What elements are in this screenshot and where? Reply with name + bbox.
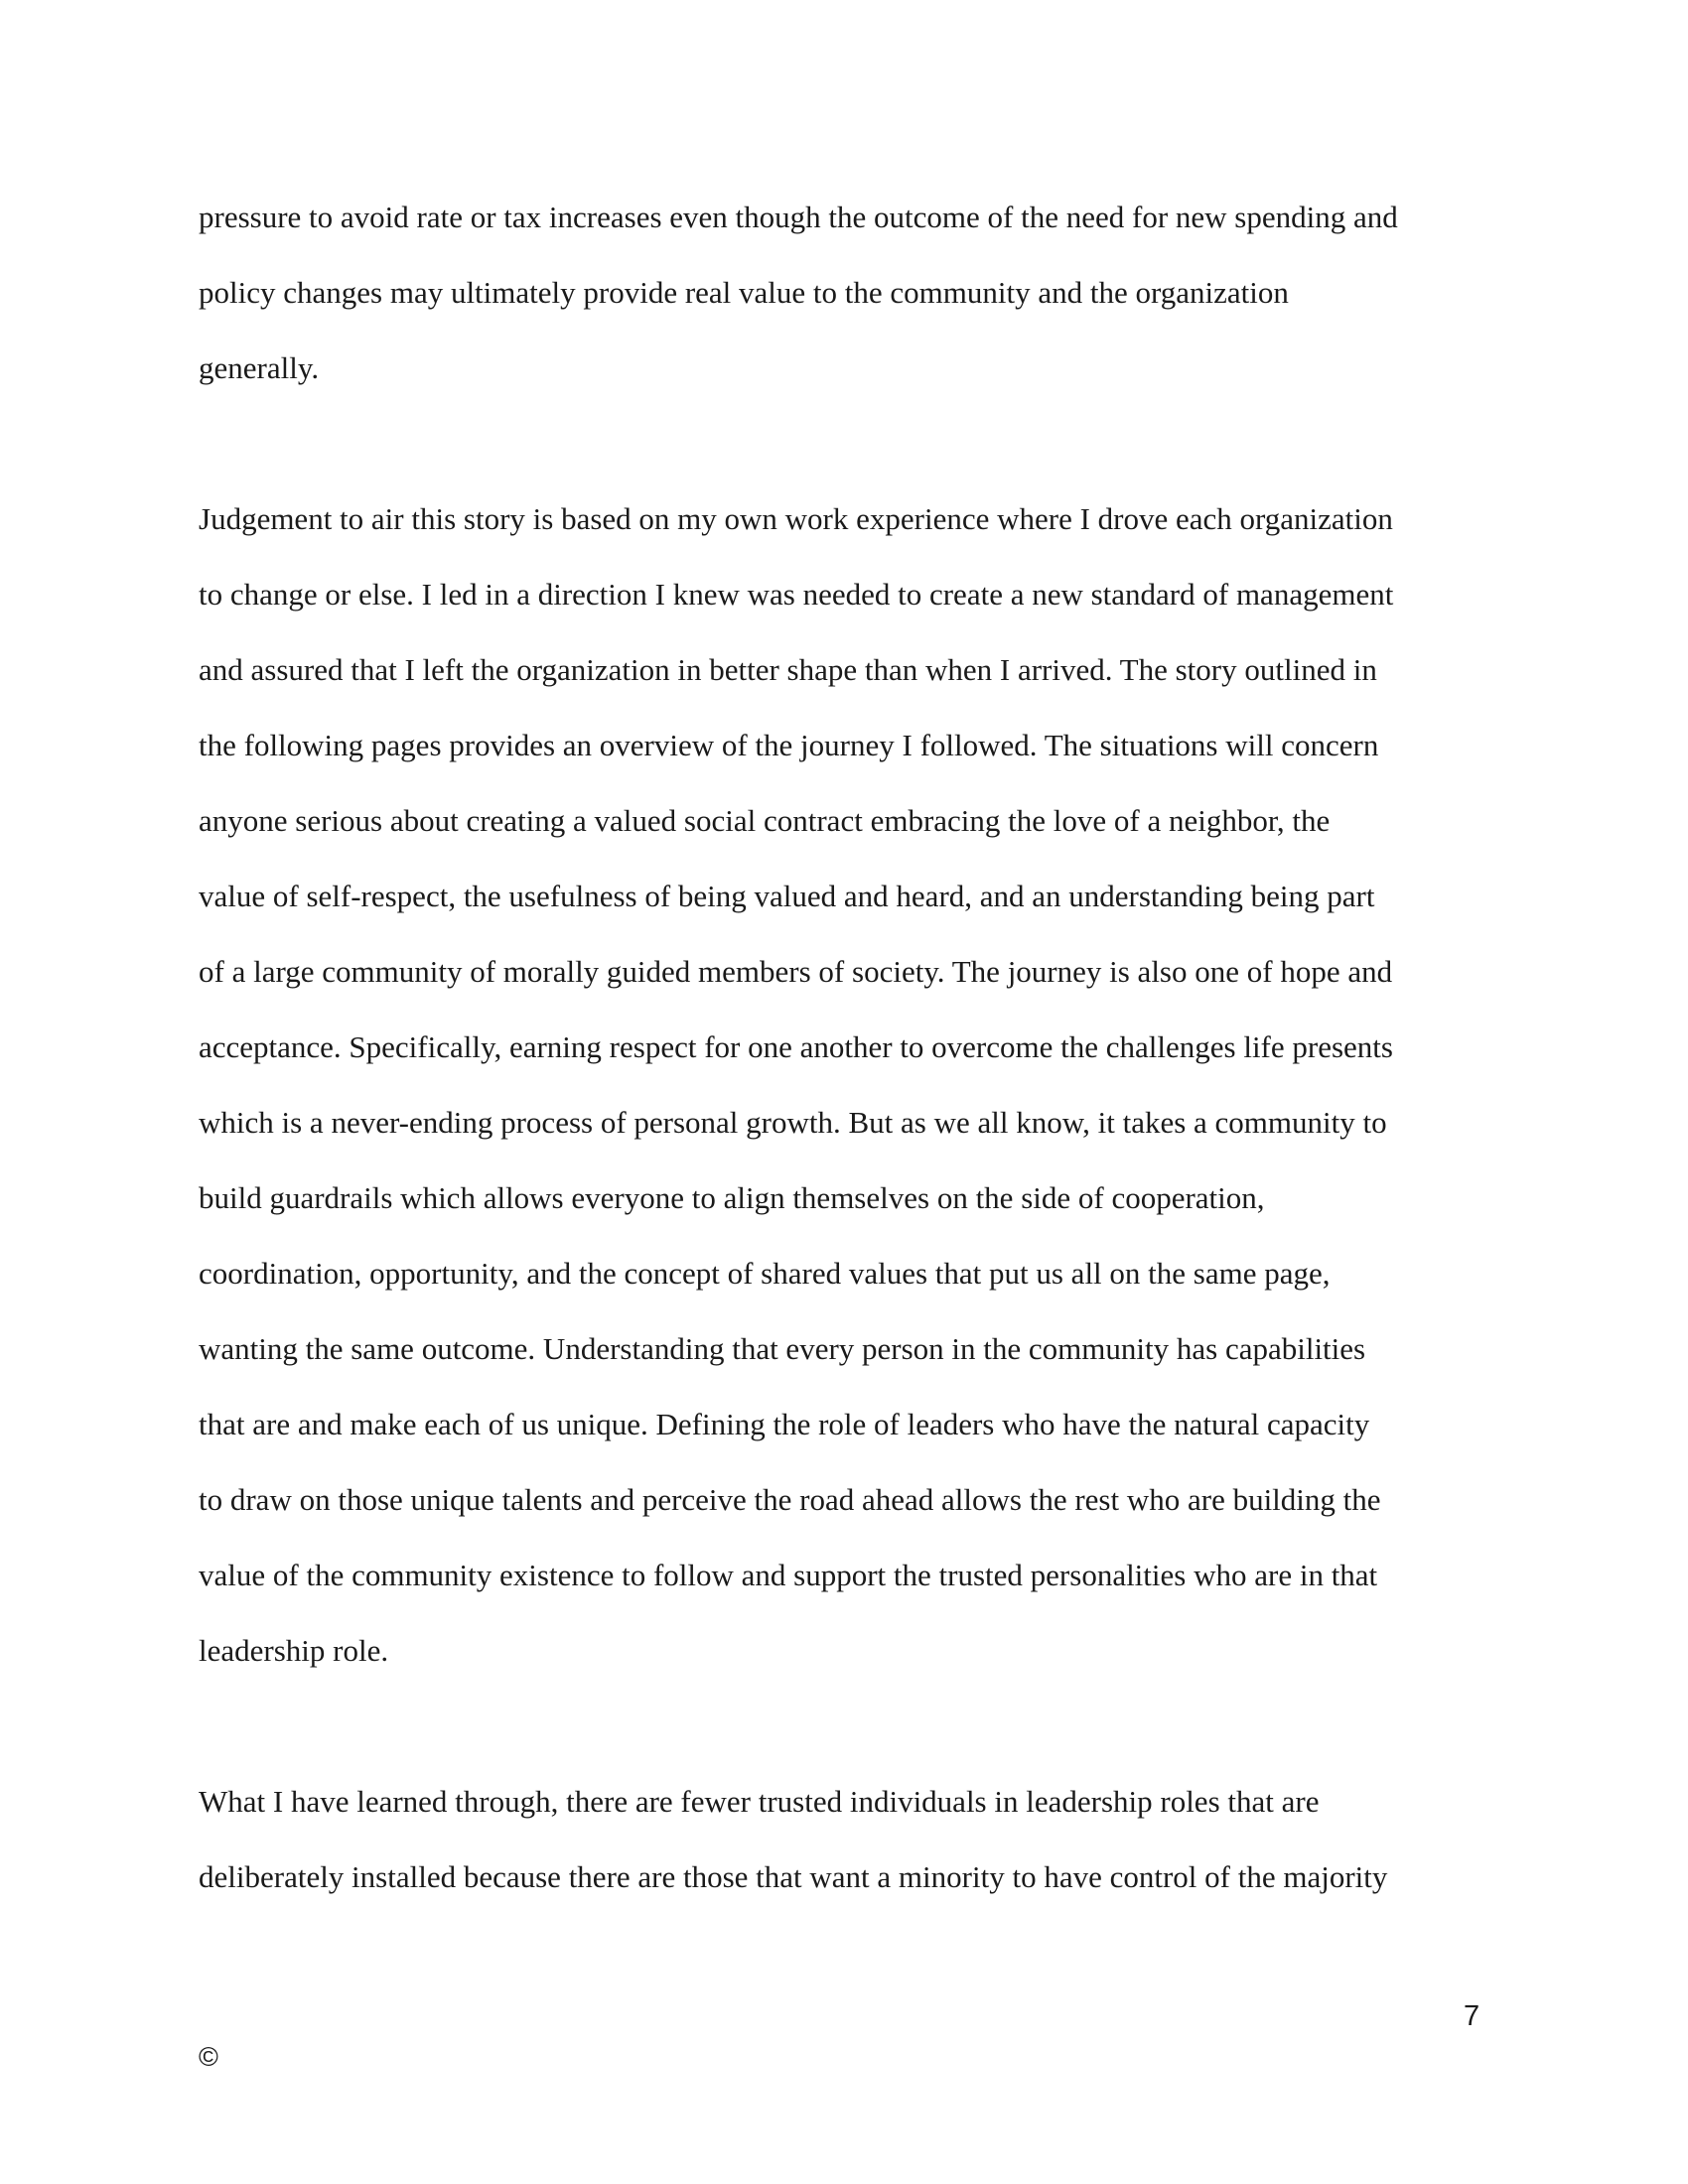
text-line: Judgement to air this story is based on my own work experience where I drove each organization [199,501,1393,536]
text-line: to draw on those unique talents and perceive the road ahead allows the rest who are building the [199,1482,1381,1517]
page-number: 7 [1464,2000,1480,2032]
text-line: of a large community of morally guided members of society. The journey is also one of hope and [199,954,1393,989]
text-line: and assured that I left the organization in better shape than when I arrived. The story outlined in [199,652,1377,687]
text-line: the following pages provides an overview of the journey I followed. The situations will concern [199,728,1379,762]
text-line: What I have learned through, there are fewer trusted individuals in leadership roles that are [199,1784,1320,1819]
text-line: value of the community existence to follow and support the trusted personalities who are in that [199,1558,1378,1592]
text-line: value of self-respect, the usefulness of being valued and heard, and an understanding being part [199,879,1375,913]
text-line: coordination, opportunity, and the concept of shared values that put us all on the same page, [199,1256,1331,1291]
text-line: which is a never-ending process of personal growth. But as we all know, it takes a community to [199,1105,1387,1140]
text-line: that are and make each of us unique. Defining the role of leaders who have the natural capacity [199,1407,1370,1441]
text-line: acceptance. Specifically, earning respect for one another to overcome the challenges life presents [199,1029,1393,1064]
text-line: generally. [199,350,320,385]
copyright-symbol: © [199,2042,218,2072]
text-line: deliberately installed because there are those that want a minority to have control of the majority [199,1859,1388,1894]
text-line: policy changes may ultimately provide real value to the community and the organization [199,275,1289,310]
text-line: wanting the same outcome. Understanding that every person in the community has capabilities [199,1331,1366,1366]
text-line: leadership role. [199,1633,389,1668]
text-line: to change or else. I led in a direction I knew was needed to create a new standard of management [199,577,1394,612]
text-line: anyone serious about creating a valued social contract embracing the love of a neighbor, the [199,803,1331,838]
text-line: build guardrails which allows everyone to align themselves on the side of cooperation, [199,1180,1265,1215]
text-line: pressure to avoid rate or tax increases even though the outcome of the need for new spending and [199,200,1398,234]
